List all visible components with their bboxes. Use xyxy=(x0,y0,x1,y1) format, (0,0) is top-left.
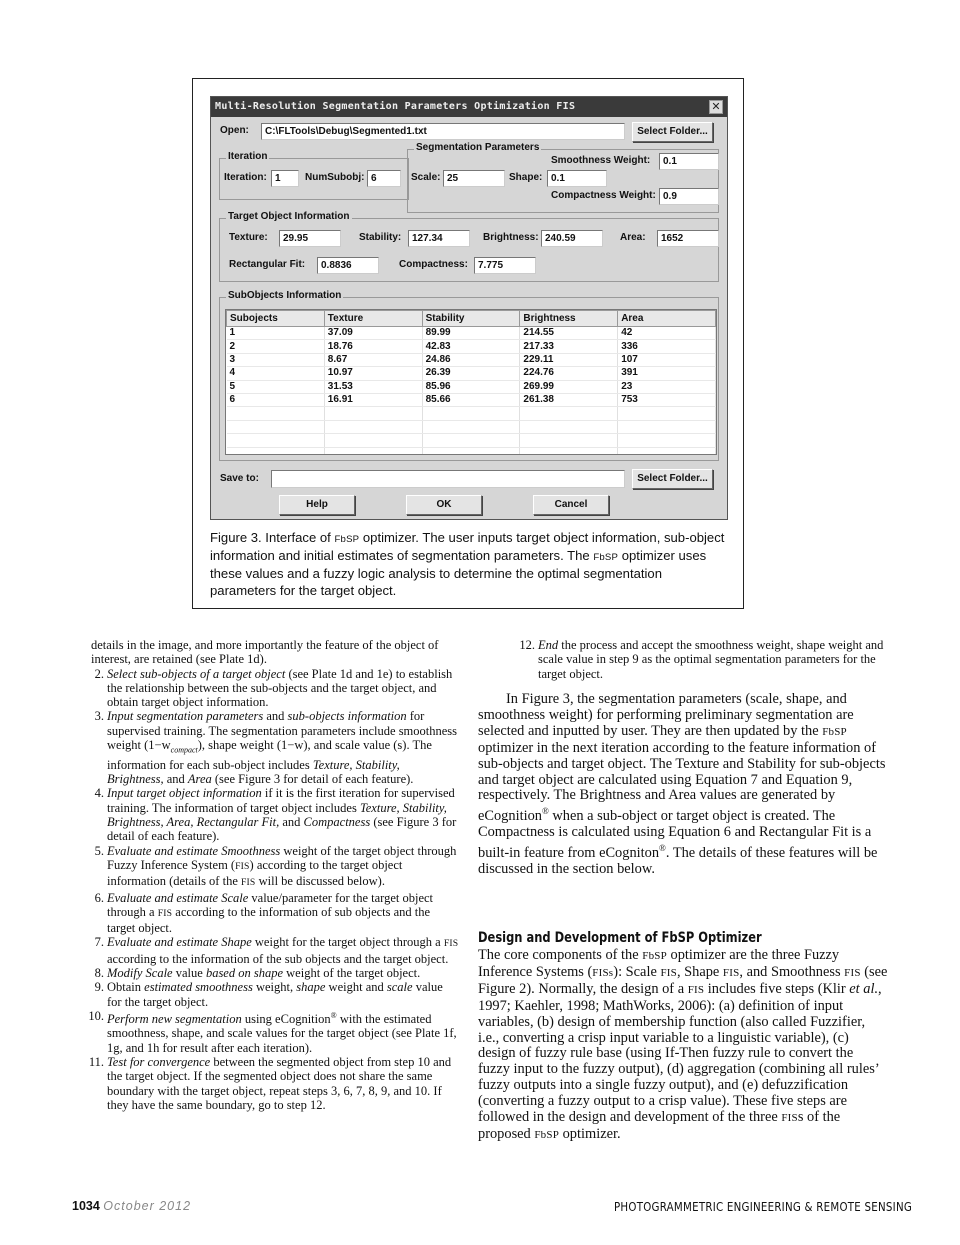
table-row[interactable] xyxy=(227,393,716,406)
segmentation-params-title: Segmentation Parameters xyxy=(416,142,540,153)
steps-list-continued xyxy=(519,638,890,681)
empty-table-row xyxy=(227,447,716,455)
dialog-titlebar xyxy=(211,97,727,117)
step-text: with the estimated smoothness, shape, and scale values for the target object (see Plate 1f, 1g, and 1h for result after each iteration). xyxy=(107,1012,457,1055)
dialog-title: Multi-Resolution Segmentation Parameters Optimization FIS xyxy=(215,101,576,112)
paragraph-emphasis: et al. xyxy=(849,980,879,997)
stability-field[interactable]: 127.34 xyxy=(408,230,470,247)
step-emphasis: Evaluate and estimate Scale xyxy=(107,890,249,905)
step-acronym: FIS xyxy=(157,907,173,919)
list-item xyxy=(91,786,459,843)
cancel-button[interactable]: Cancel xyxy=(533,495,609,515)
open-path-field[interactable]: C:\FLTools\Debug\Segmented1.txt xyxy=(261,123,625,140)
table-cell: 391 xyxy=(618,367,716,380)
table-cell: 1 xyxy=(227,327,325,340)
paragraph-text: , Shape xyxy=(676,963,723,980)
list-item xyxy=(91,966,459,980)
saveto-label: Save to: xyxy=(220,473,259,484)
column-header[interactable]: Texture xyxy=(324,311,422,327)
paragraph-acronym: FbSP xyxy=(822,725,847,738)
step-text: (see Plate 1d and 1e) to establish the relationship between the sub-objects and the target object, and obtain target object information. xyxy=(107,666,453,710)
table-row[interactable] xyxy=(227,340,716,353)
close-icon[interactable]: ✕ xyxy=(709,100,723,114)
table-cell: 261.38 xyxy=(520,393,618,406)
step-text: value/parameter for the target object through a xyxy=(107,890,434,919)
compactness-weight-field[interactable]: 0.9 xyxy=(659,188,719,205)
table-cell: 85.96 xyxy=(422,380,520,393)
step-emphasis: Compactness xyxy=(303,815,371,830)
step-emphasis: Select sub-objects of a target object xyxy=(107,666,286,681)
help-button[interactable]: Help xyxy=(279,495,355,515)
table-cell: 10.97 xyxy=(324,367,422,380)
caption-text: optimizer. The user inputs target object information, sub-object information and initial estimates of segmentation parameters. The xyxy=(210,530,725,564)
empty-table-row xyxy=(227,434,716,447)
caption-acronym: FbSP xyxy=(334,534,360,545)
step-number: 3. xyxy=(94,709,104,724)
column-header[interactable]: Stability xyxy=(422,311,520,327)
table-cell: 85.66 xyxy=(422,393,520,406)
paragraph-design xyxy=(478,948,888,1144)
figure-caption xyxy=(210,530,730,599)
subobjects-title: SubObjects Information xyxy=(228,290,342,301)
area-label: Area: xyxy=(620,232,646,243)
step-text: between the segmented object from step 10 and the target object. If the segmented object does not share the same boundary with the target object, repeat steps 3, 6, 7, 8, 9, and 10. If they have the same boundary, go to step 12. xyxy=(107,1054,452,1112)
step-emphasis: Input target object information xyxy=(107,786,262,801)
paragraph-text: includes five steps (Klir xyxy=(704,980,850,997)
paragraph-acronym: FIS xyxy=(660,966,677,979)
select-folder-button-top[interactable]: Select Folder... xyxy=(632,122,713,142)
table-cell: 5 xyxy=(227,380,325,393)
paragraph-acronym: FbSP xyxy=(642,950,667,962)
table-cell: 24.86 xyxy=(422,353,520,366)
table-cell: 42 xyxy=(618,327,716,340)
target-object-title: Target Object Information xyxy=(228,211,350,222)
paragraph-acronym: FIS xyxy=(722,966,740,979)
step-number: 6. xyxy=(94,890,104,905)
table-cell: 8.67 xyxy=(324,353,422,366)
step-text: and xyxy=(263,709,288,724)
step-acronym: FIS xyxy=(241,877,256,889)
step-emphasis: Perform new segmentation xyxy=(107,1012,242,1027)
table-cell: 18.76 xyxy=(324,340,422,353)
section-heading: Design and Development of FbSP Optimizer xyxy=(478,930,762,946)
table-cell: 4 xyxy=(227,367,325,380)
step-emphasis: Area xyxy=(187,772,212,787)
journal-name: PHOTOGRAMMETRIC ENGINEERING & REMOTE SENSING xyxy=(614,1199,913,1214)
select-folder-button-bottom[interactable]: Select Folder... xyxy=(632,469,713,489)
paragraph-text: when a sub-object or target object is created. The Compactness is calculated using Equation 6 and Rectangular Fit is a built-in feature from eCogniton xyxy=(478,808,872,861)
empty-table-row xyxy=(227,407,716,420)
step-text: value xyxy=(172,966,206,981)
list-item xyxy=(91,667,459,710)
table-row[interactable] xyxy=(227,367,716,380)
step-text: using eCognition xyxy=(241,1012,331,1027)
caption-text: Figure 3. Interface of xyxy=(210,530,335,545)
step-text: weight of the target object through Fuzzy Inference System ( xyxy=(107,843,457,872)
table-cell: 229.11 xyxy=(520,353,618,366)
step-acronym: FIS xyxy=(443,938,459,950)
table-cell: 269.99 xyxy=(520,380,618,393)
ok-button[interactable]: OK xyxy=(406,495,482,515)
stability-label: Stability: xyxy=(359,232,402,243)
step-text: weight, xyxy=(252,980,297,995)
smoothness-weight-label: Smoothness Weight: xyxy=(551,155,651,166)
table-cell: 224.76 xyxy=(520,367,618,380)
smoothness-weight-field[interactable]: 0.1 xyxy=(659,153,719,170)
brightness-field[interactable]: 240.59 xyxy=(541,230,603,247)
step-acronym: FIS xyxy=(235,860,250,872)
paragraph-text: In Figure 3, the segmentation parameters (scale, shape, and smoothness weight) for performing preliminary segmentation are selected and inputted by user. They are then updated by the xyxy=(478,691,854,739)
step-text: (see Figure 3 for detail of each feature). xyxy=(211,772,414,787)
step-number: 12. xyxy=(519,638,535,652)
paragraph-text: ): Scale xyxy=(613,963,661,980)
caption-text: optimizer uses these values and a fuzzy logic analysis to determine the optimal segmentation parameters for the target object. xyxy=(210,548,707,598)
caption-acronym: FbSP xyxy=(593,552,619,564)
step-emphasis: shape xyxy=(296,980,326,995)
continuation-text: details in the image, and more importantly the feature of the object of interest, are retained (see Plate 1d). xyxy=(91,638,439,667)
list-item xyxy=(88,1054,459,1112)
step-emphasis: Input segmentation parameters xyxy=(107,709,264,724)
scale-label: Scale: xyxy=(411,172,441,183)
step-text: and xyxy=(163,772,188,787)
column-header[interactable]: Subojects xyxy=(227,311,325,327)
left-column xyxy=(88,638,459,1112)
step-number: 5. xyxy=(94,843,104,858)
saveto-field[interactable] xyxy=(271,470,625,488)
paragraph-text: , and Smoothness xyxy=(739,963,845,980)
column-header[interactable]: Area xyxy=(618,311,716,327)
step-number: 4. xyxy=(94,786,104,801)
shape-label: Shape: xyxy=(509,172,543,183)
step-number: 9. xyxy=(94,980,104,995)
optimizer-dialog xyxy=(210,96,728,520)
paragraph-text: optimizer. xyxy=(559,1125,621,1142)
subobjects-table[interactable] xyxy=(225,309,717,455)
table-row[interactable] xyxy=(227,353,716,366)
registered-mark: ® xyxy=(330,1010,337,1020)
numsubobj-field[interactable]: 6 xyxy=(367,170,401,187)
step-emphasis: scale xyxy=(386,980,413,995)
iteration-label: Iteration: xyxy=(224,172,267,183)
paragraph-text: s of the proposed xyxy=(478,1109,841,1142)
list-item xyxy=(91,844,459,891)
step-text: if it is the first iteration for supervised training. The information of target object includes xyxy=(107,786,455,815)
list-item xyxy=(88,1008,459,1055)
compactness-label: Compactness: xyxy=(399,259,468,270)
table-cell: 217.33 xyxy=(520,340,618,353)
step-text: ), shape weight (1−w), and scale value (s). The information for each sub-object includes xyxy=(107,738,432,772)
step-12-block xyxy=(519,638,890,681)
step-number: 10. xyxy=(88,1008,104,1023)
step-subscript: compact xyxy=(170,745,198,755)
paragraph-acronym: FIS xyxy=(687,983,705,996)
step-text: ) according to the target object information (details of the xyxy=(107,857,403,889)
table-cell: 42.83 xyxy=(422,340,520,353)
paragraph-text: optimizer in the next iteration according to the feature information of sub-objects and target object. The Texture and Stability for sub-objects and target object are calculated using Equation 7 and Equation 9, respectively. The Brightness and Area values are generated by eCognition xyxy=(478,739,886,825)
step-text: weight of the target object. xyxy=(283,966,421,981)
iteration-group-title: Iteration xyxy=(228,151,268,162)
step-text: and xyxy=(279,815,304,830)
step-text: according to the information of sub objects and the target object. xyxy=(107,904,431,936)
compactness-weight-label: Compactness Weight: xyxy=(551,190,656,201)
paragraph-acronym: FbSP xyxy=(534,1128,560,1141)
step-number: 8. xyxy=(94,966,104,981)
table-cell: 31.53 xyxy=(324,380,422,393)
area-field[interactable]: 1652 xyxy=(657,230,719,247)
list-item xyxy=(91,935,459,966)
paragraph-figure3 xyxy=(478,692,888,878)
paragraph-text: The core components of the xyxy=(478,947,643,963)
footer-left xyxy=(72,1199,191,1213)
paragraph-acronym: FIS xyxy=(844,966,861,979)
scale-field[interactable]: 25 xyxy=(443,170,505,187)
numsubobj-label: NumSubobj: xyxy=(305,172,365,183)
step-emphasis: estimated smoothness xyxy=(144,980,253,995)
open-label: Open: xyxy=(220,125,249,136)
step-emphasis: Texture, Stability, Brightness, xyxy=(107,757,400,787)
table-cell: 107 xyxy=(618,353,716,366)
table-cell: 6 xyxy=(227,393,325,406)
texture-field[interactable]: 29.95 xyxy=(279,230,341,247)
page-number: 1034 xyxy=(72,1199,100,1213)
step-text: (see Figure 3 for detail of each feature). xyxy=(107,815,457,844)
table-cell: 3 xyxy=(227,353,325,366)
steps-list xyxy=(88,666,459,1113)
step-emphasis: Texture, Stability, Brightness, Area, Rectangular Fit, xyxy=(107,800,447,830)
step-emphasis: End xyxy=(538,638,559,652)
table-cell: 214.55 xyxy=(520,327,618,340)
table-row[interactable] xyxy=(227,327,716,340)
iteration-field[interactable]: 1 xyxy=(271,170,299,187)
table-cell: 2 xyxy=(227,340,325,353)
step-text: according to the information of the sub objects and the target object. xyxy=(107,951,449,966)
rectangular-fit-field[interactable]: 0.8836 xyxy=(317,257,379,274)
paragraph-text: . The details of these features will be discussed in the section below. xyxy=(478,844,878,877)
paragraph-text: optimizer are the three Fuzzy Inference Systems ( xyxy=(478,947,840,980)
table-row[interactable] xyxy=(227,380,716,393)
step-text: weight for the target object through a xyxy=(251,935,444,950)
list-item xyxy=(91,980,459,1009)
step-emphasis: Evaluate and estimate Shape xyxy=(107,935,252,950)
issue-date: October 2012 xyxy=(103,1199,192,1213)
table-cell: 89.99 xyxy=(422,327,520,340)
step-text: for supervised training. The segmentation parameters include smoothness weight (1−w xyxy=(107,709,458,753)
step-emphasis: sub-objects information xyxy=(287,709,407,724)
list-item xyxy=(91,891,459,936)
compactness-field[interactable]: 7.775 xyxy=(474,257,536,274)
empty-table-row xyxy=(227,420,716,433)
shape-field[interactable]: 0.1 xyxy=(547,170,607,187)
step-text: will be discussed below). xyxy=(255,874,385,889)
table-header-row xyxy=(227,311,716,327)
step-text: the process and accept the smoothness weight, shape weight and scale value in step 9 as the optimal segmentation parameters for the target object. xyxy=(538,638,884,681)
table-cell: 753 xyxy=(618,393,716,406)
table-cell: 16.91 xyxy=(324,393,422,406)
step-text: weight and xyxy=(325,980,387,995)
table-cell: 37.09 xyxy=(324,327,422,340)
table-cell: 26.39 xyxy=(422,367,520,380)
brightness-label: Brightness: xyxy=(483,232,539,243)
step-number: 2. xyxy=(94,666,104,681)
paragraph-acronym: FIS xyxy=(781,1112,798,1125)
registered-mark: ® xyxy=(541,806,549,817)
step-emphasis: Test for convergence xyxy=(107,1054,211,1069)
step-emphasis: Modify Scale xyxy=(107,966,173,981)
paragraph-text: (see Figure 2). Normally, the design of a xyxy=(478,963,888,997)
table-cell: 23 xyxy=(618,380,716,393)
list-item xyxy=(519,638,890,681)
target-object-group xyxy=(219,211,719,282)
step-emphasis: Evaluate and estimate Smoothness xyxy=(107,843,281,858)
rectangular-fit-label: Rectangular Fit: xyxy=(229,259,306,270)
registered-mark: ® xyxy=(659,842,666,853)
column-header[interactable]: Brightness xyxy=(520,311,618,327)
list-item xyxy=(91,709,459,786)
step-emphasis: based on shape xyxy=(205,966,284,981)
step-number: 7. xyxy=(94,935,104,950)
paragraph-text: , 1997; Kaehler, 1998; MathWorks, 2006): (a) definition of input variables, (b) design of membership function (also called Fuzzifier, i.e., converting a crisp input variable to a linguistic variable), (c) design of fuzzy rule base (using If-Then fuzzy rule to convert the fuzzy input to the fuzzy output), (d) aggregation (combining all rules’ fuzzy outputs into a single fuzzy output), and (e) defuzzification (converting a fuzzy output to a crisp value). These five steps are followed in the design and development of the three xyxy=(478,980,882,1126)
step-text: Obtain xyxy=(107,980,145,995)
step-text: value for the target object. xyxy=(107,980,443,1009)
texture-label: Texture: xyxy=(229,232,268,243)
paragraph-acronym: FISs xyxy=(592,966,614,979)
step-number: 11. xyxy=(88,1054,104,1069)
table-cell: 336 xyxy=(618,340,716,353)
